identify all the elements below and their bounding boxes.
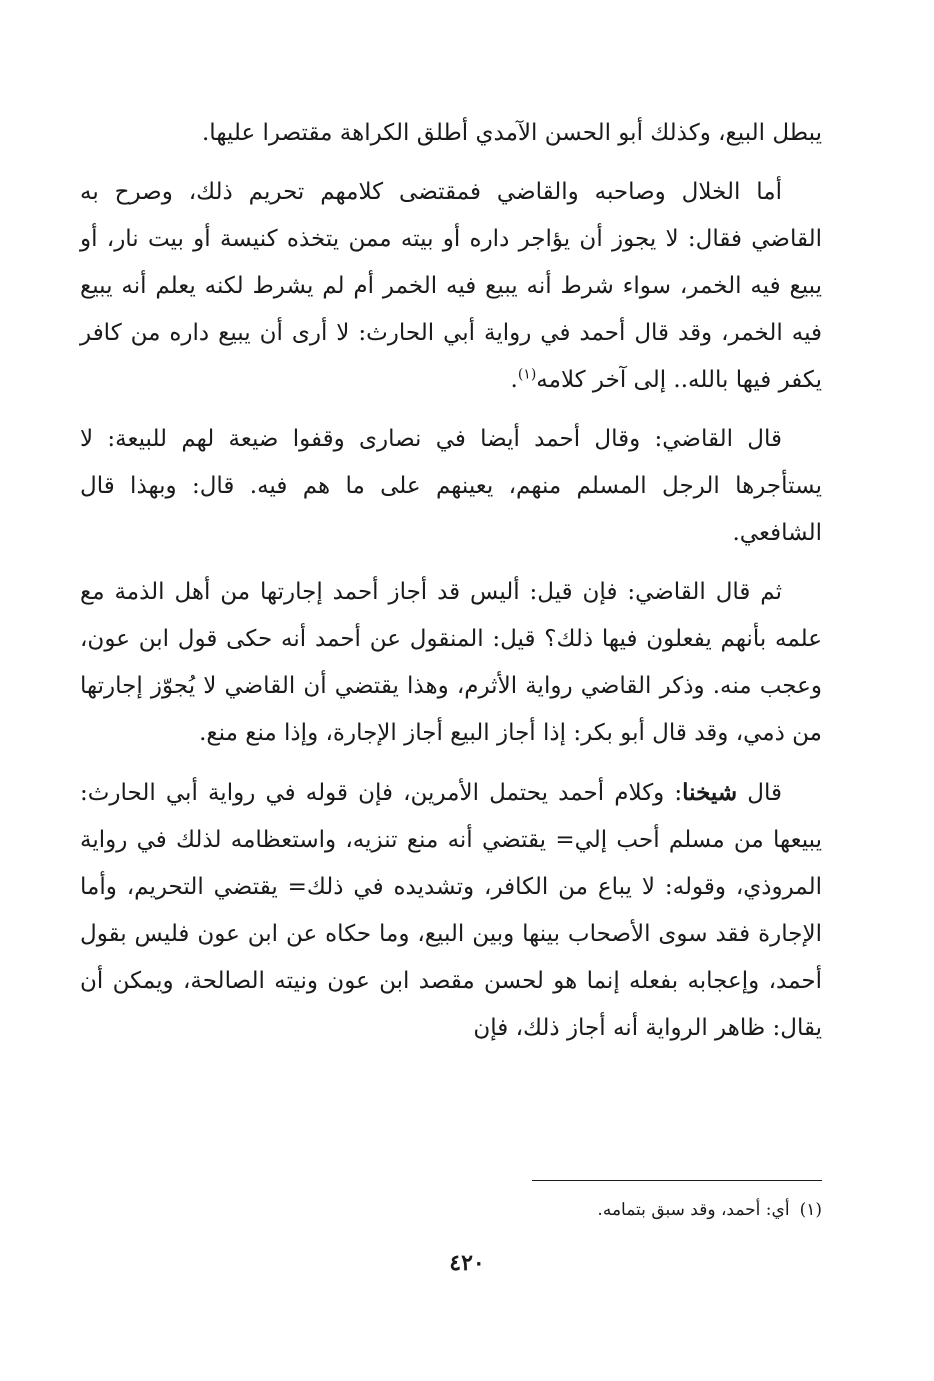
footnote-number: (١) bbox=[799, 1200, 822, 1220]
paragraph-3-text: قال القاضي: وقال أحمد أيضا في نصارى وقفوا ضيعة لهم للبيعة: لا يستأجرها الرجل المسلم منهم، يعينهم على ما هم فيه. قال: وبهذا قال الشافعي. bbox=[80, 426, 822, 546]
paragraph-3 bbox=[80, 416, 822, 557]
paragraph-1 bbox=[80, 110, 822, 157]
paragraph-2 bbox=[80, 169, 822, 404]
footnote bbox=[300, 1197, 822, 1223]
paragraph-4 bbox=[80, 569, 822, 757]
paragraph-5-lead: قال bbox=[737, 780, 782, 806]
main-text bbox=[80, 110, 822, 1064]
footnote-reference[interactable]: (١) bbox=[517, 366, 537, 383]
footnote-text: أي: أحمد، وقد سبق بتمامه. bbox=[597, 1200, 790, 1220]
paragraph-2-text: أما الخلال وصاحبه والقاضي فمقتضى كلامهم تحريم ذلك، وصرح به القاضي فقال: لا يجوز أن يؤاجر داره أو بيته ممن يتخذه كنيسة أو بيت نار، أو يبيع فيه الخمر، سواء شرط أنه يبيع فيه الخمر أم لم يشرط لكنه يعلم أنه يبيع فيه الخمر، وقد قال أحمد في رواية أبي الحارث: لا أرى أن يبيع داره من كافر يكفر فيها بالله.. إلى آخر كلامه bbox=[80, 179, 822, 393]
paragraph-5-bold-name: شيخنا bbox=[682, 779, 738, 806]
paragraph-5 bbox=[80, 769, 822, 1052]
paragraph-5-text: : وكلام أحمد يحتمل الأمرين، فإن قوله في رواية أبي الحارث: يبيعها من مسلم أحب إلي= يقتضي أنه منع تنزيه، واستعظامه لذلك في رواية المروذي، وقوله: لا يباع من الكافر، وتشديده في ذلك= يقتضي التحريم، وأما الإجارة فقد سوى الأصحاب بينها وبين البيع، وما حكاه عن ابن عون فليس بقول أحمد، وإعجابه بفعله إنما هو لحسن مقصد ابن عون ونيته الصالحة، ويمكن أن يقال: ظاهر الرواية أنه أجاز ذلك، فإن bbox=[80, 780, 822, 1041]
paragraph-1-text: يبطل البيع، وكذلك أبو الحسن الآمدي أطلق الكراهة مقتصرا عليها. bbox=[202, 120, 822, 146]
paragraph-4-text: ثم قال القاضي: فإن قيل: أليس قد أجاز أحمد إجارتها من أهل الذمة مع علمه بأنهم يفعلون فيها ذلك؟ قيل: المنقول عن أحمد أنه حكى قول ابن عون، وعجب منه. وذكر القاضي رواية الأثرم، وهذا يقتضي أن القاضي لا يُجوّز إجارتها من ذمي، وقد قال أبو بكر: إذا أجاز البيع أجاز الإجارة، وإذا منع منع. bbox=[80, 579, 822, 746]
footnote-divider bbox=[532, 1180, 822, 1181]
paragraph-2-tail: . bbox=[510, 367, 518, 393]
page-number: ٤٢٠ bbox=[449, 1250, 485, 1276]
